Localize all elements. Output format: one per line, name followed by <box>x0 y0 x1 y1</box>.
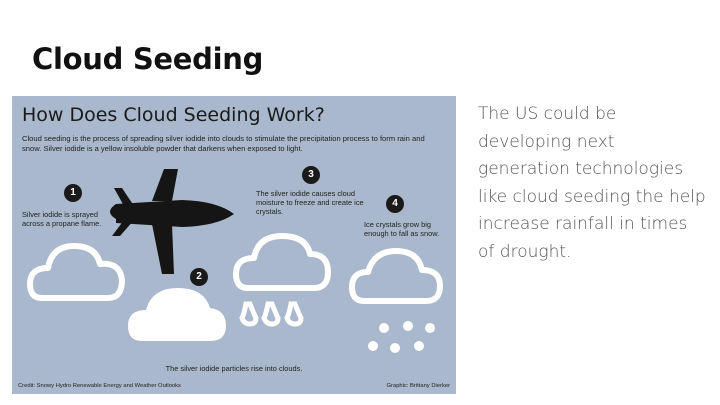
step-number: 2 <box>190 268 208 286</box>
infographic-description: Cloud seeding is the process of spreading silver iodide into clouds to stimulate the precipitation process to form rain and snow. Silver iodide is a yellow insoluble powder that darkens when exposed to light. <box>22 134 425 153</box>
step-text: Ice crystals grow big enough to fall as snow. <box>364 220 440 238</box>
airplane-icon <box>110 169 234 274</box>
cloud-icon <box>128 288 226 341</box>
raindrop-icon <box>242 304 301 324</box>
slide-title: Cloud Seeding <box>32 42 264 76</box>
step-number: 4 <box>386 195 404 213</box>
snowflake-icon <box>368 321 435 353</box>
step-text: The silver iodide causes cloud moisture to freeze and create ice crystals. <box>256 189 364 216</box>
cloud-icon <box>236 236 328 288</box>
cloud-icon <box>30 246 122 298</box>
slide-body-text: The US could be developing next generation technologies like cloud seeding the help increase rainfall in times of drought. <box>478 104 706 262</box>
credit-source: Credit: Snowy Hydro Renewable Energy and Weather Outlooks <box>18 383 181 389</box>
step-text: Silver iodide is sprayed across a propane flame. <box>22 210 102 228</box>
credit-graphic: Graphic: Brittany Dierker <box>386 383 450 389</box>
step-text: The silver iodide particles rise into clouds. <box>165 364 303 373</box>
cloud-icon <box>352 251 440 301</box>
infographic-title: How Does Cloud Seeding Work? <box>22 104 325 126</box>
step-number: 3 <box>302 166 320 184</box>
step-number: 1 <box>64 184 82 202</box>
cloud-seeding-infographic <box>12 96 456 394</box>
